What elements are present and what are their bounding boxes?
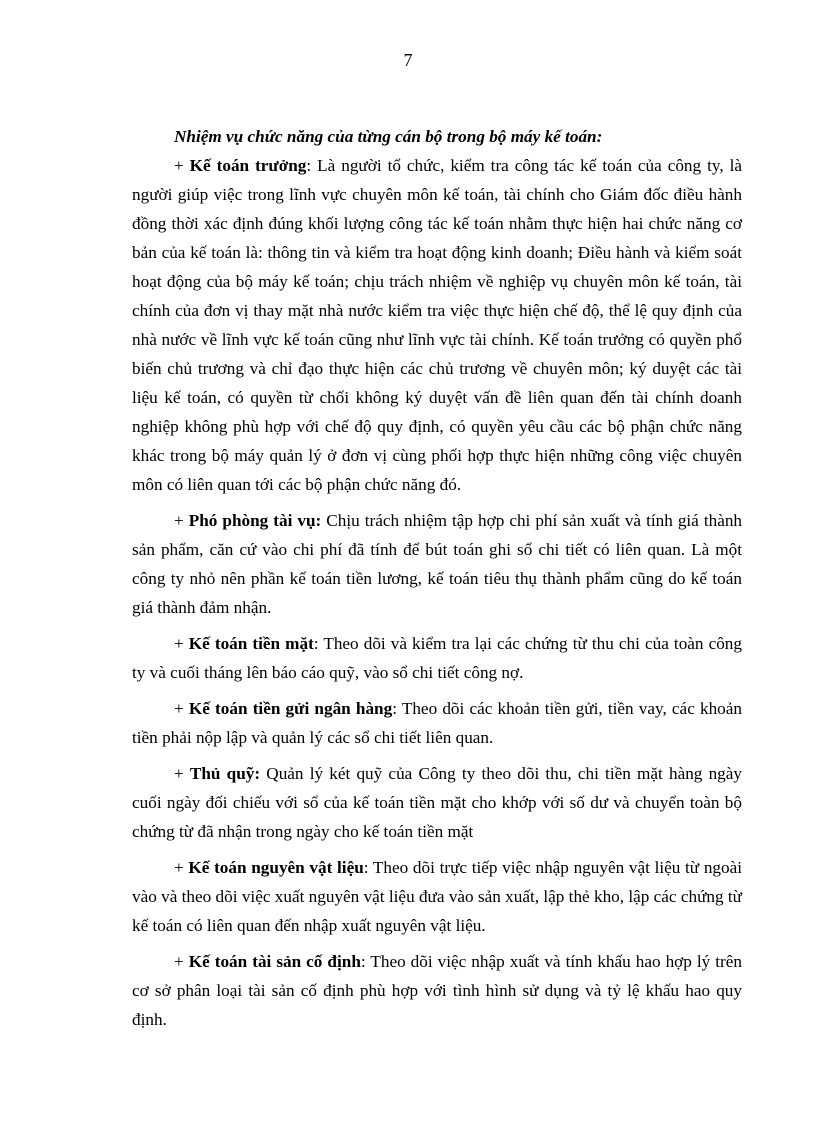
bullet-prefix: +	[174, 634, 189, 653]
role-description: : Theo dõi trực tiếp việc nhập nguyên vật liệu từ ngoài vào và theo dõi việc xuất nguyên vật liệu đưa vào sản xuất, lập thẻ kho, lập các chứng từ kế toán có liên quan đến nhập xuất nguyên vật liệu.	[132, 858, 742, 935]
role-description: : Theo dõi việc nhập xuất và tính khấu hao hợp lý trên cơ sở phân loại tài sản cố định phù hợp với tình hình sử dụng và tỷ lệ khấu hao quy định.	[132, 952, 742, 1029]
paragraph-ke-toan-nguyen-vat-lieu	[132, 853, 742, 940]
paragraph-ke-toan-tien-mat	[132, 629, 742, 687]
page-number: 7	[403, 50, 413, 70]
bullet-prefix: +	[174, 511, 189, 530]
role-term: Kế toán tiền mặt	[188, 634, 314, 653]
role-term: Kế toán tiền gửi ngân hàng	[188, 699, 393, 718]
bullet-prefix: +	[174, 764, 190, 783]
role-description: : Theo dõi các khoản tiền gửi, tiền vay, các khoản tiền phải nộp lập và quản lý các sổ chi tiết liên quan.	[132, 699, 742, 747]
role-term: Thủ quỹ:	[189, 764, 261, 783]
bullet-prefix: +	[174, 858, 189, 877]
role-description: Chịu trách nhiệm tập hợp chi phí sản xuất và tính giá thành sản phẩm, căn cứ vào chi phí đã tính để bút toán ghi sổ chi tiết có liên quan. Là một công ty nhỏ nên phần kế toán tiền lương, kế toán tiêu thụ thành phẩm cũng do kế toán giá thành đảm nhận.	[132, 511, 743, 617]
bullet-prefix: +	[174, 156, 190, 175]
paragraph-ke-toan-tai-san-co-dinh	[132, 947, 742, 1034]
role-term: Kế toán nguyên vật liệu	[188, 858, 364, 877]
role-description: : Là người tổ chức, kiểm tra công tác kế toán của công ty, là người giúp việc trong lĩnh vực chuyên môn kế toán, tài chính cho Giám đốc điều hành đồng thời xác định đúng khối lượng công tác kế toán nhằm thực hiện hai chức năng cơ bản của kế toán là: thông tin và kiểm tra hoạt động kinh doanh; Điều hành và kiểm soát hoạt động của bộ máy kế toán; chịu trách nhiệm về nghiệp vụ chuyên môn kế toán, tài chính của đơn vị thay mặt nhà nước kiểm tra việc thực hiện chế độ, thể lệ quy định của nhà nước về lĩnh vực kế toán cũng như lĩnh vực tài chính. Kế toán trưởng có quyền phổ biến chủ trương và chỉ đạo thực hiện các chủ trương về chuyên môn; ký duyệt các tài liệu kế toán, có quyền từ chối không ký duyệt vấn đề liên quan đến tài chính doanh nghiệp không phù hợp với chế độ quy định, có quyền yêu cầu các bộ phận chức năng khác trong bộ máy quản lý ở đơn vị cùng phối hợp thực hiện những công việc chuyên môn có liên quan tới các bộ phận chức năng đó.	[132, 156, 742, 494]
bullet-prefix: +	[174, 699, 189, 718]
bullet-prefix: +	[174, 952, 189, 971]
role-term: Phó phòng tài vụ:	[188, 511, 322, 530]
role-description: : Theo dõi và kiểm tra lại các chứng từ thu chi của toàn công ty và cuối tháng lên báo cáo quỹ, vào sổ chi tiết công nợ.	[132, 634, 742, 682]
role-term: Kế toán tài sản cố định	[188, 952, 361, 971]
document-body	[132, 122, 742, 1034]
paragraph-thu-quy	[132, 759, 742, 846]
section-heading: Nhiệm vụ chức năng của từng cán bộ trong bộ máy kế toán:	[174, 127, 603, 146]
role-description: Quản lý két quỹ của Công ty theo dõi thu, chi tiền mặt hàng ngày cuối ngày đối chiếu với sổ của kế toán tiền mặt cho khớp với số dư và chuyển toàn bộ chứng từ đã nhận trong ngày cho kế toán tiền mặt	[132, 764, 742, 841]
paragraph-pho-phong-tai-vu	[132, 506, 742, 622]
paragraph-ke-toan-truong	[132, 151, 742, 499]
paragraph-ke-toan-tien-gui-ngan-hang	[132, 694, 742, 752]
role-term: Kế toán trưởng	[189, 156, 307, 175]
